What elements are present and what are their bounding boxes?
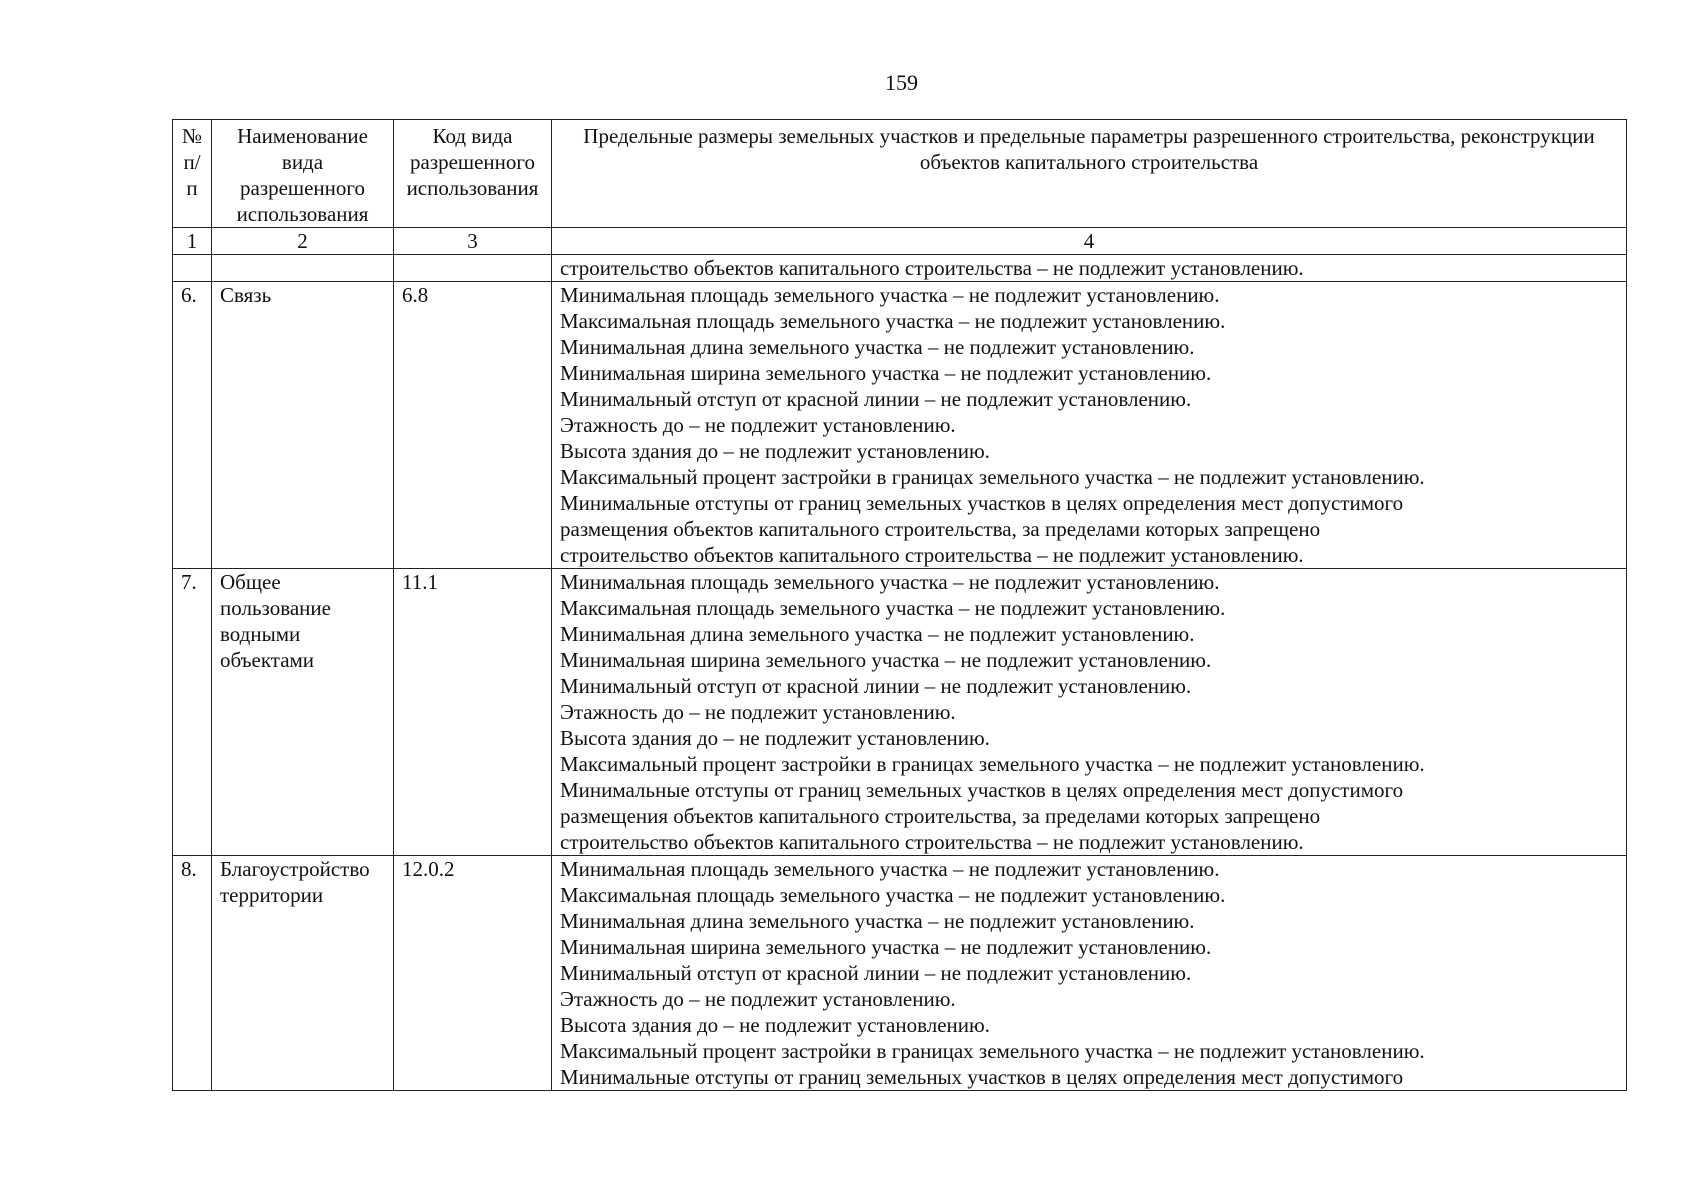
row-parameters xyxy=(552,255,1627,282)
header-use-name: Наименование вида разрешенного использования xyxy=(212,120,394,228)
row-number: 7. xyxy=(173,569,212,856)
row-number: 8. xyxy=(173,856,212,1091)
header-row xyxy=(173,120,1627,228)
column-index-cell: 4 xyxy=(552,228,1627,255)
parameter-line: Минимальные отступы от границ земельных участков в целях определения мест допустимого xyxy=(560,778,1404,802)
parameter-line: Высота здания до – не подлежит установлению. xyxy=(560,1013,990,1037)
row-number xyxy=(173,255,212,282)
column-index-cell: 2 xyxy=(212,228,394,255)
continuation-row xyxy=(173,255,1627,282)
row-use-name: Общее пользование водными объектами xyxy=(212,569,394,856)
parameter-line: Минимальная площадь земельного участка – не подлежит установлению. xyxy=(560,857,1220,881)
parameter-line: Минимальный отступ от красной линии – не подлежит установлению. xyxy=(560,961,1192,985)
row-use-name: Связь xyxy=(212,282,394,569)
row-parameters xyxy=(552,569,1627,856)
parameter-line: размещения объектов капитального строительства, за пределами которых запрещено xyxy=(560,517,1321,541)
parameter-line: Высота здания до – не подлежит установлению. xyxy=(560,439,990,463)
parameter-line: Максимальная площадь земельного участка – не подлежит установлению. xyxy=(560,883,1226,907)
column-index-cell: 3 xyxy=(394,228,552,255)
parameter-line: Минимальные отступы от границ земельных участков в целях определения мест допустимого xyxy=(560,491,1404,515)
parameter-line: Минимальная ширина земельного участка – не подлежит установлению. xyxy=(560,361,1212,385)
parameter-line: Максимальный процент застройки в границах земельного участка – не подлежит установлению. xyxy=(560,465,1425,489)
regulations-table xyxy=(172,119,1627,1091)
parameter-line: размещения объектов капитального строительства, за пределами которых запрещено xyxy=(560,804,1321,828)
table-row xyxy=(173,569,1627,856)
row-use-name: Благоустройство территории xyxy=(212,856,394,1091)
row-number: 6. xyxy=(173,282,212,569)
row-use-name xyxy=(212,255,394,282)
table-row xyxy=(173,282,1627,569)
row-parameters xyxy=(552,282,1627,569)
parameter-line: Максимальная площадь земельного участка – не подлежит установлению. xyxy=(560,596,1226,620)
parameter-line: строительство объектов капитального строительства – не подлежит установлению. xyxy=(560,256,1304,280)
parameter-line: Этажность до – не подлежит установлению. xyxy=(560,987,956,1011)
row-use-code: 11.1 xyxy=(394,569,552,856)
parameter-line: Минимальная длина земельного участка – не подлежит установлению. xyxy=(560,909,1195,933)
column-index-row xyxy=(173,228,1627,255)
row-use-code xyxy=(394,255,552,282)
parameter-line: Этажность до – не подлежит установлению. xyxy=(560,413,956,437)
parameter-line: Минимальная длина земельного участка – не подлежит установлению. xyxy=(560,335,1195,359)
parameter-line: Минимальная ширина земельного участка – не подлежит установлению. xyxy=(560,935,1212,959)
row-use-code: 6.8 xyxy=(394,282,552,569)
parameter-line: Этажность до – не подлежит установлению. xyxy=(560,700,956,724)
parameter-line: Минимальная длина земельного участка – не подлежит установлению. xyxy=(560,622,1195,646)
header-number: № п/п xyxy=(173,120,212,228)
parameter-line: строительство объектов капитального строительства – не подлежит установлению. xyxy=(560,543,1304,567)
parameter-line: строительство объектов капитального строительства – не подлежит установлению. xyxy=(560,830,1304,854)
table-body xyxy=(173,255,1627,1091)
parameter-line: Максимальная площадь земельного участка – не подлежит установлению. xyxy=(560,309,1226,333)
table-row xyxy=(173,856,1627,1091)
parameter-line: Высота здания до – не подлежит установлению. xyxy=(560,726,990,750)
parameter-line: Минимальная ширина земельного участка – не подлежит установлению. xyxy=(560,648,1212,672)
header-parameters: Предельные размеры земельных участков и предельные параметры разрешенного строительства, реконструкции объектов капитального строительства xyxy=(552,120,1627,228)
row-use-code: 12.0.2 xyxy=(394,856,552,1091)
parameter-line: Минимальная площадь земельного участка – не подлежит установлению. xyxy=(560,570,1220,594)
row-parameters xyxy=(552,856,1627,1091)
parameter-line: Максимальный процент застройки в границах земельного участка – не подлежит установлению. xyxy=(560,1039,1425,1063)
header-use-code: Код вида разрешенного использования xyxy=(394,120,552,228)
parameter-line: Максимальный процент застройки в границах земельного участка – не подлежит установлению. xyxy=(560,752,1425,776)
column-index-cell: 1 xyxy=(173,228,212,255)
parameter-line: Минимальные отступы от границ земельных участков в целях определения мест допустимого xyxy=(560,1065,1404,1089)
page-number: 159 xyxy=(885,70,918,95)
parameter-line: Минимальная площадь земельного участка – не подлежит установлению. xyxy=(560,283,1220,307)
parameter-line: Минимальный отступ от красной линии – не подлежит установлению. xyxy=(560,387,1192,411)
parameter-line: Минимальный отступ от красной линии – не подлежит установлению. xyxy=(560,674,1192,698)
